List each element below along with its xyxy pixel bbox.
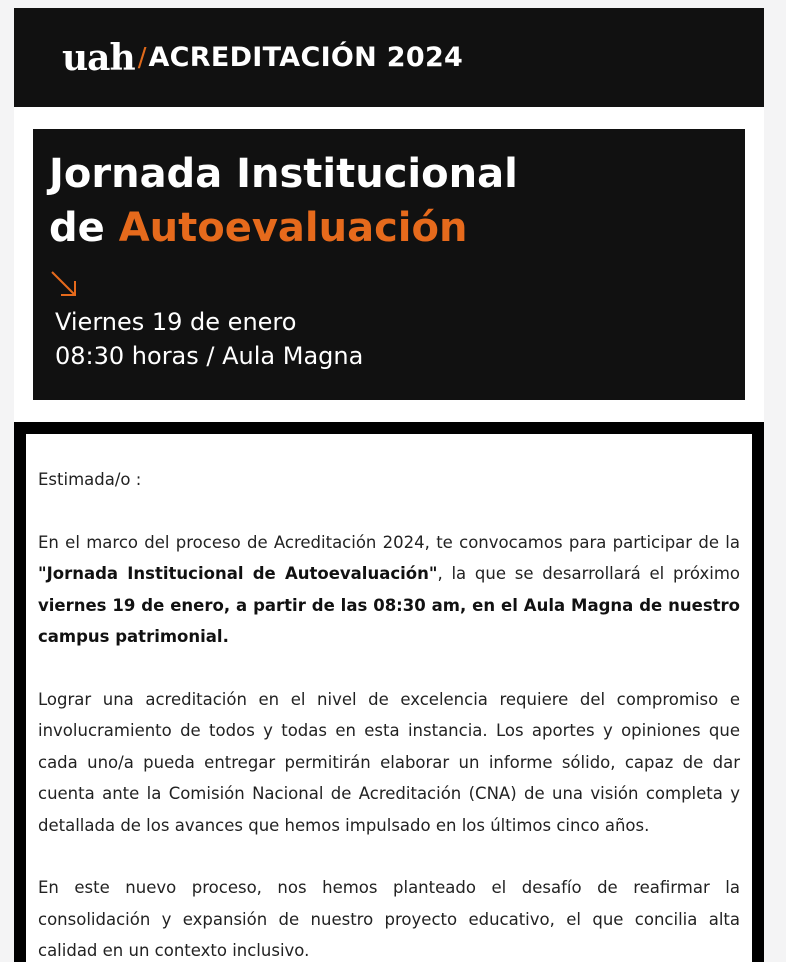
header-bar [14, 8, 764, 107]
event-details [55, 305, 363, 373]
paragraph-commitment: Lograr una acreditación en el nivel de excelencia requiere del compromiso e involucramiento de todos y todas en esta instancia. Los aportes y opiniones que cada uno/a pueda entregar permitirán elaborar un informe sólido, capaz de dar cuenta ante la Comisión Nacional de Acreditación (CNA) de una visión completa y detallada de los avances que hemos impulsado en los últimos cinco años. [38, 689, 740, 835]
p1-event-when-where: viernes 19 de enero, a partir de las 08:30 am, en el Aula Magna de nuestro campus patrimonial. [38, 595, 740, 646]
arrow-down-right-icon [49, 269, 79, 299]
event-date: Viernes 19 de enero [55, 308, 297, 336]
email-container [14, 8, 764, 962]
greeting: Estimada/o : [38, 470, 142, 489]
paragraph-invitation [38, 527, 740, 653]
event-title-line1: Jornada Institucional [49, 151, 518, 197]
p1-text-a: En el marco del proceso de Acreditación 2024, te convocamos para participar de la [38, 532, 740, 552]
event-banner [33, 129, 745, 400]
uah-logo: uah [62, 36, 135, 79]
event-title-prefix: de [49, 205, 119, 251]
message-body [26, 434, 752, 962]
paragraph-challenge: En este nuevo proceso, nos hemos planteado el desafío de reafirmar la consolidación y expansión de nuestro proyecto educativo, el que concilia alta calidad en un contexto inclusivo. [38, 878, 740, 960]
event-time-place: 08:30 horas / Aula Magna [55, 342, 364, 370]
p1-text-c: , la que se desarrollará el próximo [437, 564, 741, 583]
logo-slash: / [137, 42, 147, 73]
event-title [49, 147, 518, 255]
brand-title: ACREDITACIÓN 2024 [148, 42, 464, 73]
message-frame [14, 422, 764, 962]
p1-event-name: "Jornada Institucional de Autoevaluación" [38, 564, 438, 583]
event-title-accent: Autoevaluación [118, 205, 468, 251]
hero-band [14, 107, 764, 422]
